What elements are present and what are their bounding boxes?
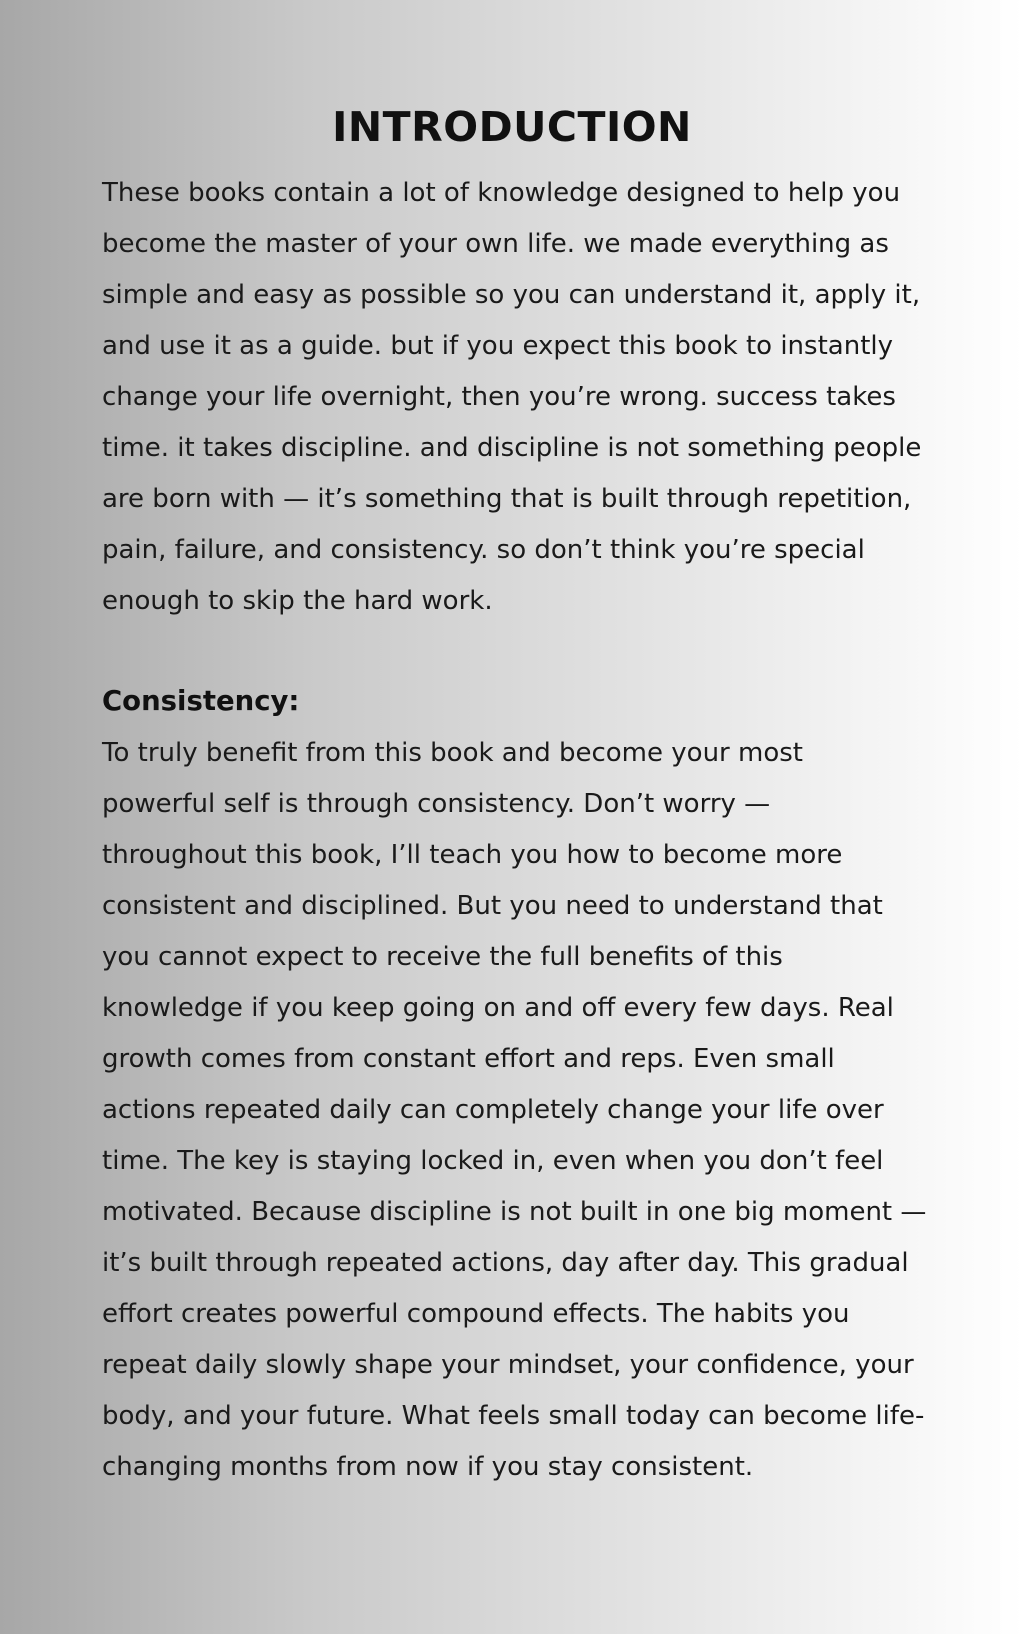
paragraph-line: effort creates powerful compound effects. The habits you	[102, 1299, 850, 1329]
paragraph-line: change your life overnight, then you’re wrong. success takes	[102, 382, 896, 412]
page-title: INTRODUCTION	[332, 103, 692, 151]
consistency-section	[102, 678, 932, 1493]
consistency-heading: Consistency:	[102, 685, 300, 717]
paragraph-line: consistent and disciplined. But you need to understand that	[102, 891, 883, 921]
introduction-section	[102, 168, 932, 627]
paragraph-line: simple and easy as possible so you can understand it, apply it,	[102, 280, 921, 310]
paragraph-line: growth comes from constant effort and reps. Even small	[102, 1044, 835, 1074]
paragraph-line: repeat daily slowly shape your mindset, your confidence, your	[102, 1350, 914, 1380]
paragraph-line: changing months from now if you stay consistent.	[102, 1452, 754, 1482]
paragraph-line: time. The key is staying locked in, even when you don’t feel	[102, 1146, 884, 1176]
paragraph-line: time. it takes discipline. and discipline is not something people	[102, 433, 922, 463]
paragraph-line: it’s built through repeated actions, day after day. This gradual	[102, 1248, 909, 1278]
paragraph-line: powerful self is through consistency. Don’t worry —	[102, 789, 771, 819]
paragraph-line: you cannot expect to receive the full benefits of this	[102, 942, 783, 972]
paragraph-line: body, and your future. What feels small today can become life-	[102, 1401, 925, 1431]
paragraph-line: To truly benefit from this book and become your most	[102, 738, 803, 768]
paragraph-line: enough to skip the hard work.	[102, 586, 493, 616]
paragraph-line: These books contain a lot of knowledge designed to help you	[102, 178, 901, 208]
paragraph-line: throughout this book, I’ll teach you how to become more	[102, 840, 843, 870]
paragraph-line: actions repeated daily can completely change your life over	[102, 1095, 884, 1125]
paragraph-line: and use it as a guide. but if you expect this book to instantly	[102, 331, 893, 361]
paragraph-line: become the master of your own life. we made everything as	[102, 229, 889, 259]
paragraph-line: pain, failure, and consistency. so don’t think you’re special	[102, 535, 865, 565]
paragraph-line: motivated. Because discipline is not built in one big moment —	[102, 1197, 927, 1227]
introduction-paragraph	[102, 168, 932, 627]
paragraph-line: knowledge if you keep going on and off every few days. Real	[102, 993, 894, 1023]
paragraph-line: are born with — it’s something that is built through repetition,	[102, 484, 912, 514]
consistency-paragraph	[102, 728, 932, 1493]
